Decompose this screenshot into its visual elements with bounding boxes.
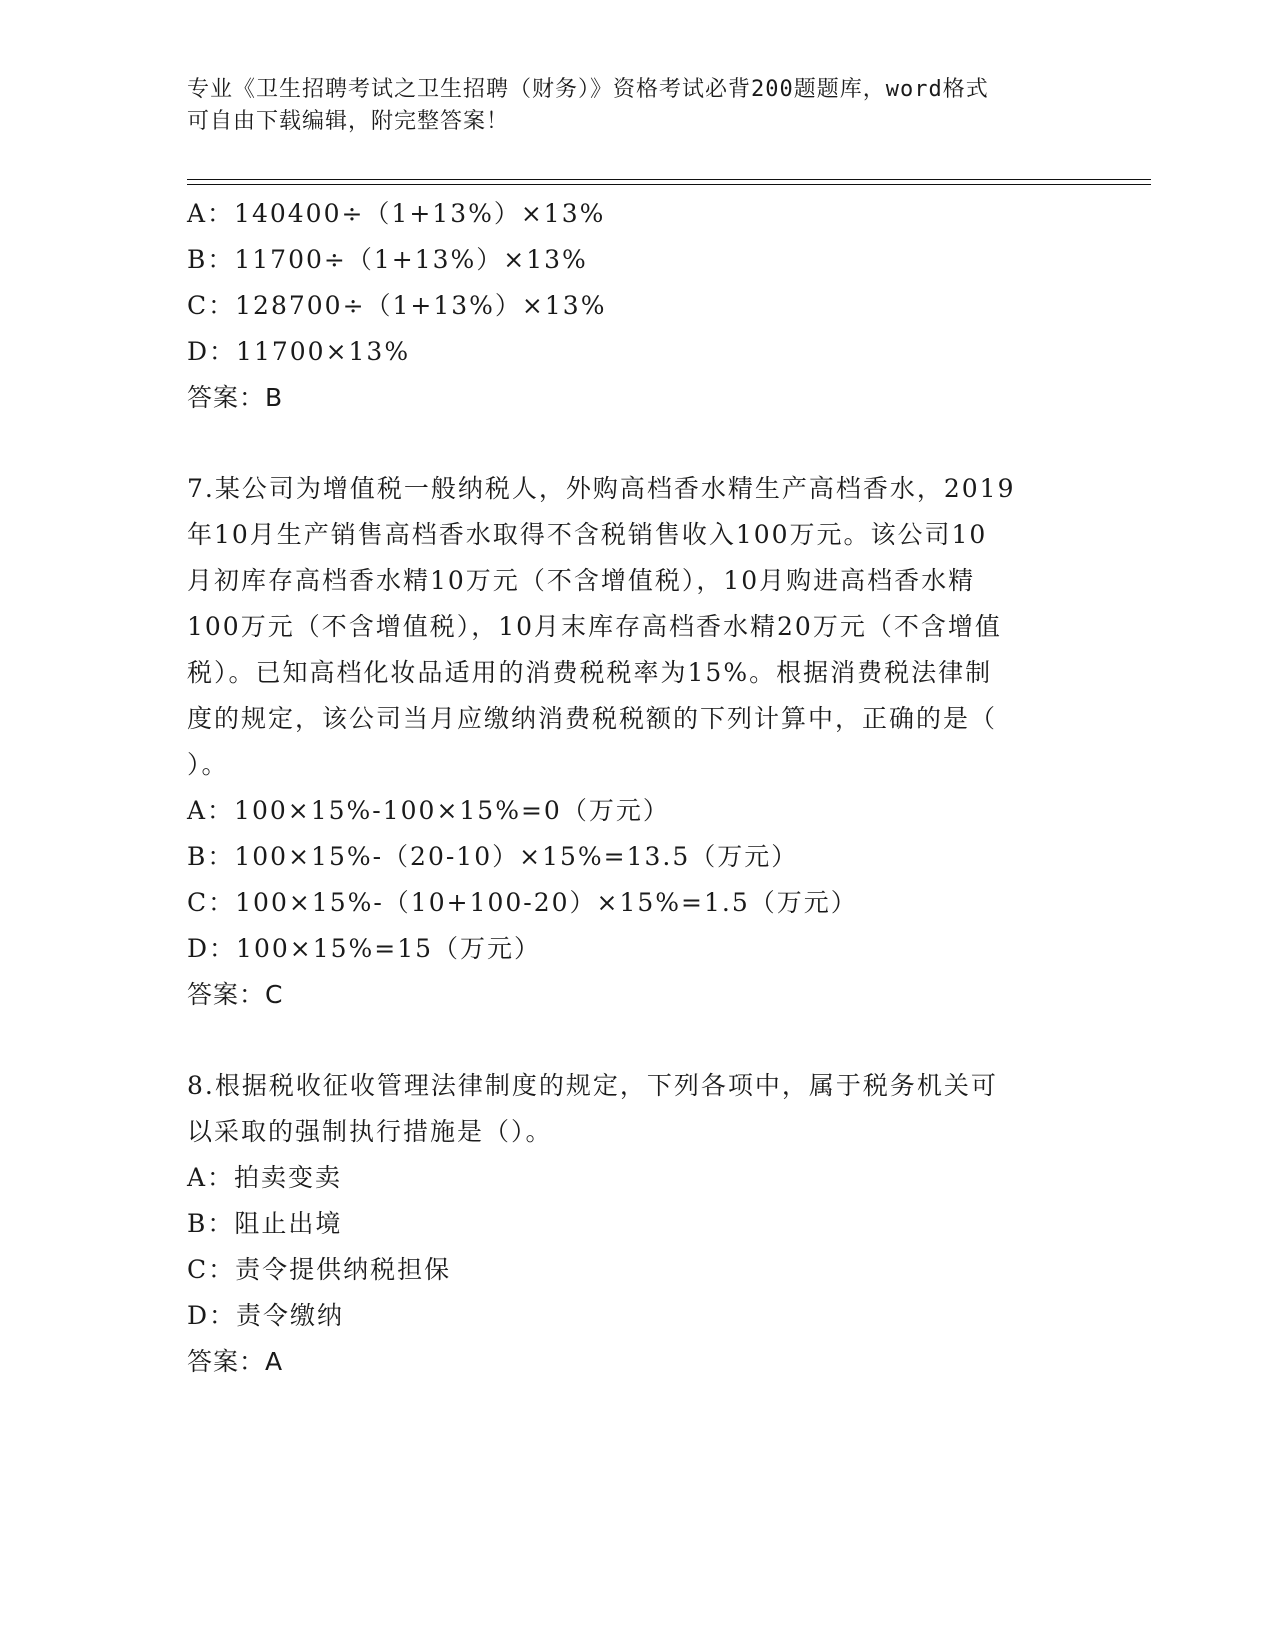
option-b: B：11700÷（1+13%）×13% — [187, 245, 588, 274]
option-d: D：100×15%=15（万元） — [187, 934, 542, 963]
question-stem-line: 度的规定，该公司当月应缴纳消费税税额的下列计算中，正确的是（ — [187, 704, 998, 733]
question-stem-line: 100万元（不含增值税），10月末库存高档香水精20万元（不含增值 — [187, 612, 1002, 641]
header-divider-top — [187, 179, 1151, 180]
spacer — [187, 1018, 1087, 1063]
question-stem-line: 以采取的强制执行措施是（）。 — [187, 1117, 553, 1146]
option-d: D：11700×13% — [187, 337, 411, 366]
spacer — [187, 421, 1087, 466]
option-d: D：责令缴纳 — [187, 1301, 345, 1330]
header-divider-bottom — [187, 184, 1151, 185]
question-stem-line: 8.根据税收征收管理法律制度的规定，下列各项中，属于税务机关可 — [187, 1071, 998, 1100]
question-stem-line: 月初库存高档香水精10万元（不含增值税），10月购进高档香水精 — [187, 566, 976, 595]
option-c: C：100×15%-（10+100-20）×15%=1.5（万元） — [187, 888, 858, 917]
header-title-line-2: 可自由下载编辑，附完整答案！ — [187, 109, 510, 134]
question-stem-line: ）。 — [187, 750, 229, 779]
question-7 — [187, 466, 1087, 1018]
header-title-line-1: 专业《卫生招聘考试之卫生招聘（财务）》资格考试必背200题题库，word格式 — [187, 77, 989, 102]
document-header — [187, 74, 1067, 138]
question-content — [187, 191, 1087, 1385]
question-stem-line: 7.某公司为增值税一般纳税人，外购高档香水精生产高档香水，2019 — [187, 474, 1016, 503]
question-stem-line: 税）。已知高档化妆品适用的消费税税率为15%。根据消费税法律制 — [187, 658, 993, 687]
option-a: A：140400÷（1+13%）×13% — [187, 199, 606, 228]
answer-label: 答案：A — [187, 1347, 284, 1376]
option-c: C：责令提供纳税担保 — [187, 1255, 452, 1284]
option-b: B：阻止出境 — [187, 1209, 343, 1238]
answer-label: 答案：B — [187, 383, 284, 412]
option-a: A：拍卖变卖 — [187, 1163, 343, 1192]
option-c: C：128700÷（1+13%）×13% — [187, 291, 607, 320]
question-stem-line: 年10月生产销售高档香水取得不含税销售收入100万元。该公司10 — [187, 520, 988, 549]
option-a: A：100×15%-100×15%=0（万元） — [187, 796, 670, 825]
answer-label: 答案：C — [187, 980, 284, 1009]
question-8 — [187, 1063, 1087, 1385]
question-6-tail — [187, 191, 1087, 421]
option-b: B：100×15%-（20-10）×15%=13.5（万元） — [187, 842, 799, 871]
